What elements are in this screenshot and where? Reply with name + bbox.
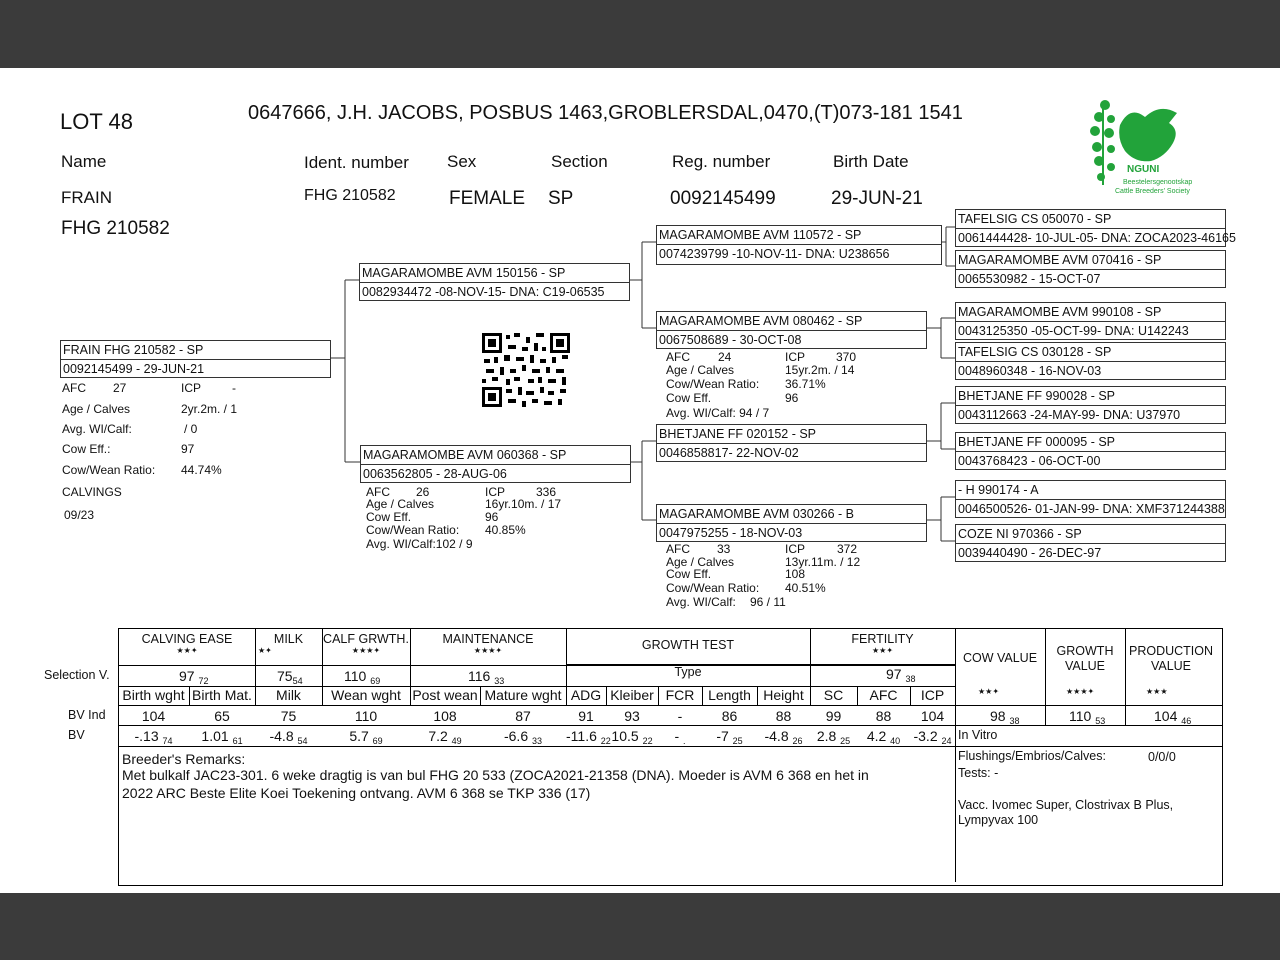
cow-value: 98 $_{38}$ (990, 708, 1020, 726)
dd-wean-label: Cow/Wean Ratio: (666, 581, 760, 595)
dd-age: 13yr.11m. / 12 (785, 555, 861, 569)
group-production-value-2: VALUE (1150, 659, 1192, 673)
acc: 69 (370, 676, 381, 686)
bv-cell: 7.2 $_{49}$ (428, 728, 462, 746)
dd-afc-label: AFC (666, 542, 690, 556)
logo-line1: Beestelersgenootskap (1123, 179, 1193, 186)
bv-ind-cell: 75 (280, 708, 297, 724)
animal-birth: 29-JUN-21 (831, 188, 923, 209)
animal-name: FRAIN (61, 188, 112, 207)
sd-eff: 96 (785, 391, 799, 405)
g8-reg: 0039440490 - 26-DEC-97 (958, 546, 1102, 560)
subject-icp: - (232, 381, 236, 395)
column-header: Kleiber (610, 687, 654, 703)
g1-reg: 0061444428- 10-JUL-05- DNA: ZOCA2023-46165 (958, 231, 1236, 245)
group-maintenance: MAINTENANCE (442, 632, 534, 646)
subject-afc: 27 (113, 381, 127, 395)
bv-ind-cell: 88 (875, 708, 892, 724)
animal-ident: FHG 210582 (304, 187, 396, 204)
g2-name: MAGARAMOMBE AVM 070416 - SP (958, 253, 1162, 267)
dam-eff: 96 (485, 510, 499, 524)
sd-wean: 36.71% (785, 377, 826, 391)
acc: 53 (1095, 716, 1106, 726)
dam-icp: 336 (536, 485, 557, 499)
column-header: Birth Mat. (192, 687, 252, 703)
bv-cell: 2.8 $_{25}$ (816, 728, 851, 746)
dam-name: MAGARAMOMBE AVM 060368 - SP (363, 448, 567, 462)
acc: 26 (792, 736, 803, 746)
acc: 40 (890, 736, 901, 746)
bv-ind-cell: 104 (141, 708, 166, 724)
ss-reg: 0074239799 -10-NOV-11- DNA: U238656 (659, 247, 890, 261)
dam-reg: 0063562805 - 28-AUG-06 (363, 467, 507, 481)
bv-ind-cell: 87 (515, 708, 531, 724)
subject-cow-eff: 97 (181, 442, 195, 456)
column-header: ADG (570, 687, 602, 703)
column-header: Length (708, 687, 751, 703)
animal-section: SP (548, 188, 574, 209)
tests: Tests: - (958, 766, 999, 780)
cow-value-stars: ★★✦ (978, 687, 1000, 696)
subject-afc-label: AFC (62, 381, 86, 395)
selection-calf-growth: 110 $_{69}$ (344, 668, 381, 686)
selection-fertility: 97 $_{38}$ (886, 666, 916, 684)
header-birth: Birth Date (833, 152, 909, 171)
column-header: SC (823, 687, 844, 703)
g3-name: MAGARAMOMBE AVM 990108 - SP (958, 305, 1162, 319)
row-label-bv: BV (68, 728, 85, 742)
bv-ind-cell: 99 (825, 708, 842, 724)
dam-wean: 40.85% (485, 523, 526, 537)
bv-ind-cell: 88 (775, 708, 792, 724)
subject-wean-label: Cow/Wean Ratio: (62, 463, 156, 477)
bv-ind-cell: 104 (920, 708, 945, 724)
subject-icp-label: ICP (181, 381, 202, 395)
bv-ind-cell: - (677, 708, 683, 724)
acc: 22 (600, 736, 611, 746)
column-header: Height (763, 687, 804, 703)
bv-cell: 1.01 $_{61}$ (201, 728, 243, 746)
selection-maintenance: 116 $_{33}$ (468, 668, 505, 686)
group-growth-value-2: VALUE (1064, 659, 1106, 673)
sd-icp-label: ICP (785, 350, 806, 364)
group-growth-test: GROWTH TEST (641, 638, 735, 652)
dam-afc-label: AFC (366, 485, 390, 499)
header-name: Name (61, 152, 107, 171)
column-header: ICP (920, 687, 945, 703)
fertility-stars: ★★✦ (871, 646, 894, 655)
g7-name: - H 990174 - A (958, 483, 1039, 497)
sd-wi: Avg. WI/Calf: 94 / 7 (666, 406, 770, 420)
group-growth-value-1: GROWTH (1056, 644, 1114, 658)
dam-icp-label: ICP (485, 485, 506, 499)
g4-name: TAFELSIG CS 030128 - SP (958, 345, 1112, 359)
animal-ident-large: FHG 210582 (61, 218, 170, 239)
acc: . (683, 736, 686, 746)
column-header: Post wean (412, 687, 478, 703)
g7-reg: 0046500526- 01-JAN-99- DNA: XMF371244388 (958, 502, 1225, 516)
bv-cell: 5.7 $_{69}$ (349, 728, 383, 746)
bv-ind-cell: 86 (721, 708, 738, 724)
dam-afc: 26 (416, 485, 430, 499)
bv-cell: -6.6 $_{33}$ (503, 728, 543, 746)
acc: 38 (1009, 716, 1020, 726)
acc: 54 (297, 736, 308, 746)
g4-reg: 0048960348 - 16-NOV-03 (958, 364, 1102, 378)
calvings-label: CALVINGS (62, 485, 122, 499)
remarks-line2: 2022 ARC Beste Elite Koei Toekening ontvang. AVM 6 368 se TKP 336 (17) (122, 785, 591, 801)
sd-afc-label: AFC (666, 350, 690, 364)
g8-name: COZE NI 970366 - SP (958, 527, 1082, 541)
dd-wean: 40.51% (785, 581, 826, 595)
g5-name: BHETJANE FF 990028 - SP (958, 389, 1116, 403)
remarks-line1: Met bulkalf JAC23-301. 6 weke dragtig is van bul FHG 20 533 (ZOCA2021-21358 (DNA). Moeder is AVM 6 368 en het in (122, 767, 869, 783)
subject-cow-eff-label: Cow Eff.: (62, 442, 111, 456)
calvings-value: 09/23 (64, 508, 95, 522)
remarks-label: Breeder's Remarks: (122, 751, 246, 767)
bv-cell: 10.5 $_{22}$ (611, 728, 653, 746)
animal-reg: 0092145499 (670, 188, 776, 209)
bv-ind-cell: 91 (578, 708, 594, 724)
bv-ind-cell: 108 (433, 708, 457, 724)
acc: 61 (232, 736, 243, 746)
milk-stars: ★✦ (258, 646, 272, 655)
sd-age-label: Age / Calves (666, 363, 735, 377)
subject-wi-label: Avg. WI/Calf: (62, 422, 132, 436)
dd-eff-label: Cow Eff. (666, 567, 712, 581)
sd-reg: 0067508689 - 30-OCT-08 (659, 333, 802, 347)
subject-name: FRAIN FHG 210582 - SP (63, 343, 204, 357)
flushings-value: 0/0/0 (1148, 750, 1176, 764)
logo-line2: Cattle Breeders' Society (1115, 188, 1190, 195)
lot-number: LOT 48 (60, 109, 133, 134)
acc: 46 (1181, 716, 1192, 726)
flushings-label: Flushings/Embrios/Calves: (958, 749, 1106, 763)
growth-value: 110 $_{53}$ (1069, 708, 1106, 726)
dam-age-label: Age / Calves (366, 497, 435, 511)
row-label-selection: Selection V. (44, 668, 110, 682)
breeder-line: 0647666, J.H. JACOBS, POSBUS 1463,GROBLERSDAL,0470,(T)073-181 1541 (248, 102, 963, 124)
row-label-bv-ind: BV Ind (68, 708, 106, 722)
dd-icp-label: ICP (785, 542, 806, 556)
acc: 25 (732, 736, 743, 746)
bv-ind-cell: 110 (354, 708, 378, 724)
subject-age: 2yr.2m. / 1 (181, 402, 238, 416)
acc: 25 (840, 736, 851, 746)
g2-reg: 0065530982 - 15-OCT-07 (958, 272, 1101, 286)
vaccination-line1: Vacc. Ivomec Super, Clostrivax B Plus, (958, 798, 1174, 812)
sire-name: MAGARAMOMBE AVM 150156 - SP (362, 266, 566, 280)
bv-cell: -4.8 $_{54}$ (269, 728, 308, 746)
subject-wean: 44.74% (181, 463, 222, 477)
acc: 24 (941, 736, 952, 746)
acc: 38 (905, 674, 916, 684)
acc: 74 (162, 736, 173, 746)
header-sex: Sex (447, 152, 477, 171)
vaccination-line2: Lympyvax 100 (958, 813, 1039, 827)
growth-test-type: Type (674, 665, 702, 679)
acc: 72 (198, 676, 209, 686)
column-header: Birth wght (122, 687, 185, 703)
sd-eff-label: Cow Eff. (666, 391, 712, 405)
growth-value-stars: ★★★✦ (1066, 687, 1095, 696)
acc: 69 (372, 736, 383, 746)
acc: 33 (532, 736, 543, 746)
group-calf-growth: CALF GRWTH. (323, 632, 409, 646)
subject-age-label: Age / Calves (62, 402, 131, 416)
animal-sex: FEMALE (449, 188, 526, 209)
dd-age-label: Age / Calves (666, 555, 735, 569)
header-section: Section (551, 152, 608, 171)
calving-ease-stars: ★★✦ (176, 646, 198, 655)
bv-ind-cell: 65 (214, 708, 230, 724)
bv-cell: -.13 $_{74}$ (134, 728, 173, 746)
g6-name: BHETJANE FF 000095 - SP (958, 435, 1116, 449)
production-value-stars: ★★★ (1146, 687, 1168, 696)
maintenance-stars: ★★★✦ (473, 646, 503, 655)
sd-afc: 24 (718, 350, 732, 364)
g6-reg: 0043768423 - 06-OCT-00 (958, 454, 1101, 468)
dd-afc: 33 (717, 542, 731, 556)
ds-reg: 0046858817- 22-NOV-02 (659, 446, 799, 460)
acc: 54 (292, 676, 303, 686)
sd-icp: 370 (836, 350, 857, 364)
column-header: Wean wght (331, 687, 401, 703)
subject-wi: / 0 (184, 422, 198, 436)
bv-cell: 4.2 $_{40}$ (866, 728, 901, 746)
sd-name: MAGARAMOMBE AVM 080462 - SP (659, 314, 863, 328)
sire-reg: 0082934472 -08-NOV-15- DNA: C19-06535 (362, 285, 605, 299)
ds-name: BHETJANE FF 020152 - SP (659, 427, 817, 441)
g3-reg: 0043125350 -05-OCT-99- DNA: U142243 (958, 324, 1189, 338)
column-header: AFC (869, 687, 898, 703)
header-ident: Ident. number (304, 153, 409, 172)
dd-icp: 372 (837, 542, 858, 556)
column-header: Milk (276, 687, 301, 703)
acc: 22 (642, 736, 653, 746)
bv-cell: -7 $_{25}$ (716, 728, 743, 746)
header-reg: Reg. number (672, 152, 771, 171)
bv-cell: -11.6 $_{22}$ (566, 728, 611, 746)
dd-wi: 96 / 11 (750, 595, 786, 609)
dd-name: MAGARAMOMBE AVM 030266 - B (659, 507, 854, 521)
dd-wi-label: Avg. WI/Calf: (666, 595, 736, 609)
sd-age: 15yr.2m. / 14 (785, 363, 855, 377)
ss-name: MAGARAMOMBE AVM 110572 - SP (659, 228, 862, 242)
calf-growth-stars: ★★★✦ (351, 646, 381, 655)
subject-reg: 0092145499 - 29-JUN-21 (63, 362, 205, 376)
group-production-value-1: PRODUCTION (1128, 644, 1214, 658)
logo-brand: NGUNI (1127, 164, 1160, 175)
g1-name: TAFELSIG CS 050070 - SP (958, 212, 1112, 226)
bv-cell: - $_.$ (674, 728, 686, 746)
sd-wean-label: Cow/Wean Ratio: (666, 377, 760, 391)
acc: 33 (494, 676, 505, 686)
bv-cell: -3.2 $_{24}$ (913, 728, 952, 746)
group-milk: MILK (273, 632, 304, 646)
in-vitro: In Vitro (958, 728, 998, 742)
dam-eff-label: Cow Eff. (366, 510, 412, 524)
dd-reg: 0047975255 - 18-NOV-03 (659, 526, 803, 540)
group-cow-value: COW VALUE (962, 651, 1038, 665)
bv-cell: -4.8 $_{26}$ (764, 728, 803, 746)
group-calving-ease: CALVING EASE (141, 632, 233, 646)
acc: 49 (451, 736, 462, 746)
g5-reg: 0043112663 -24-MAY-99- DNA: U37970 (958, 408, 1181, 422)
group-fertility: FERTILITY (851, 632, 914, 646)
selection-calving-ease: 97 $_{72}$ (179, 668, 209, 686)
selection-milk: $75_{54}$ (277, 668, 303, 686)
dd-eff: 108 (785, 567, 806, 581)
column-header: Mature wght (484, 687, 562, 703)
dam-wi: Avg. WI/Calf:102 / 9 (366, 537, 473, 551)
dam-age: 16yr.10m. / 17 (485, 497, 562, 511)
production-value: 104 $_{46}$ (1154, 708, 1192, 726)
bv-ind-cell: 93 (624, 708, 640, 724)
dam-wean-label: Cow/Wean Ratio: (366, 523, 460, 537)
column-header: FCR (665, 687, 695, 703)
